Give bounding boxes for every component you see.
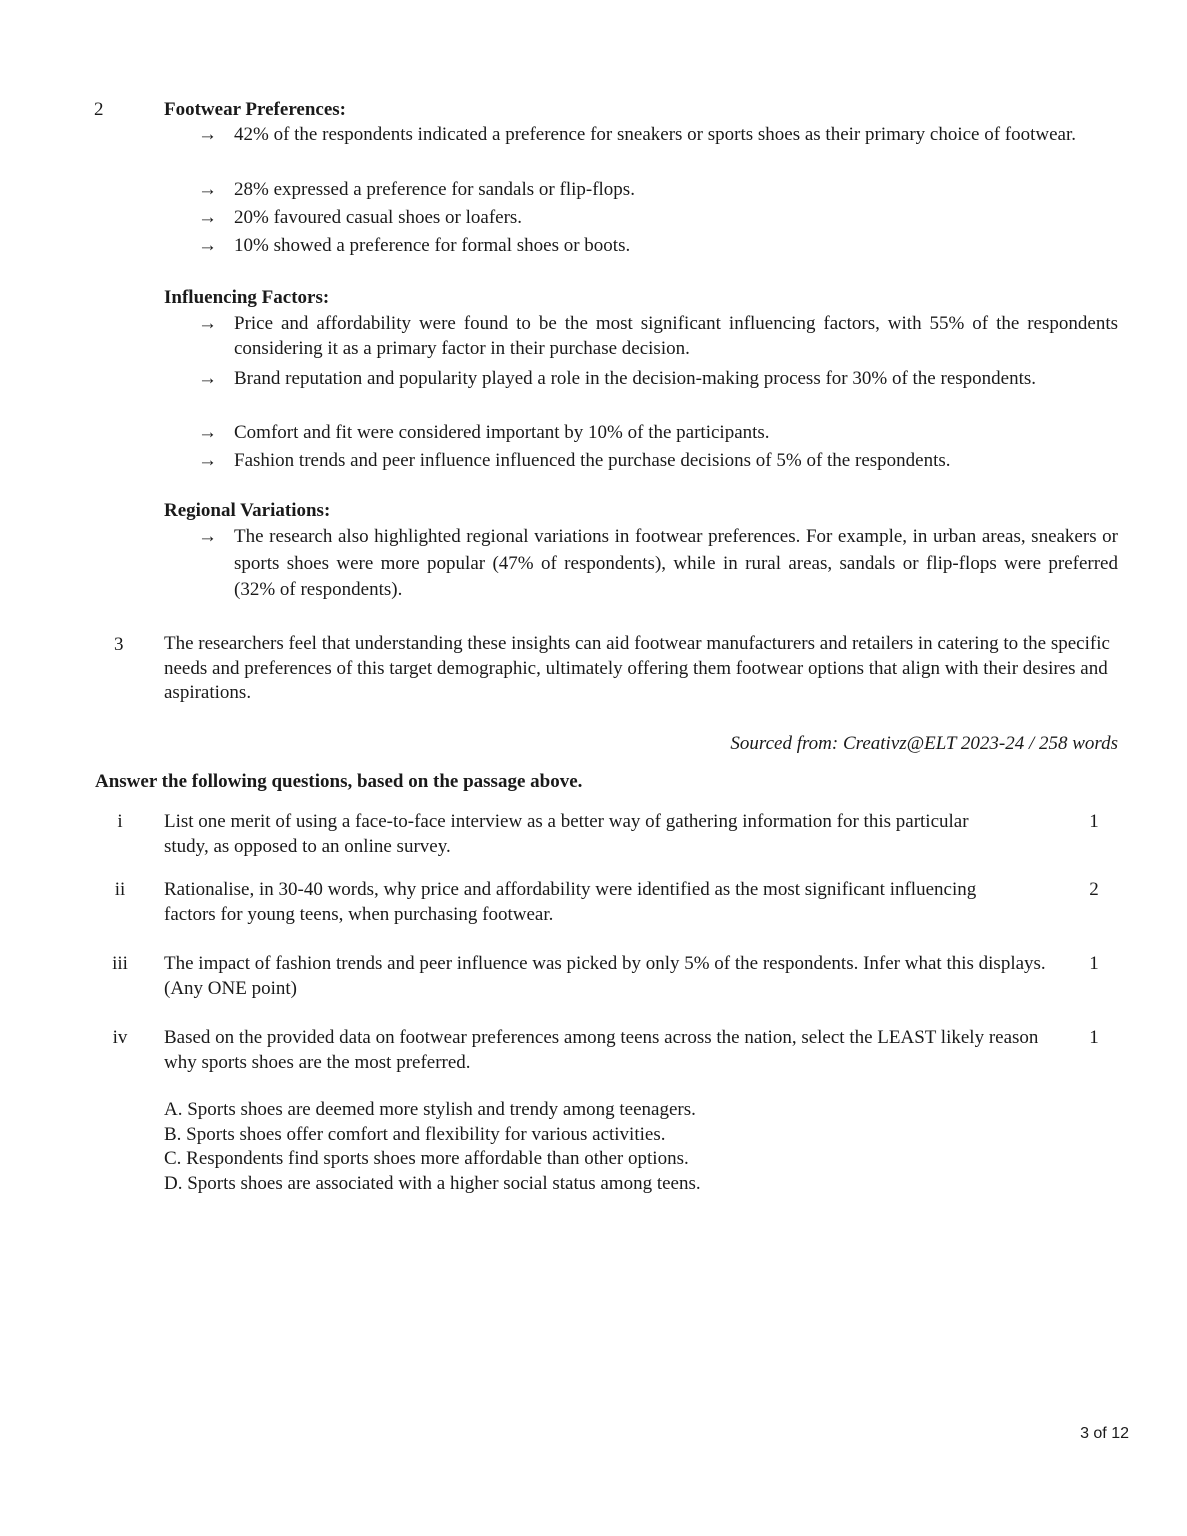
question-marks: 2 <box>1089 879 1099 900</box>
arrow-icon: → <box>198 526 217 547</box>
question-marks: 1 <box>1089 953 1099 974</box>
arrow-icon: → <box>198 207 217 228</box>
arrow-icon: → <box>198 368 217 389</box>
arrow-icon: → <box>198 124 217 145</box>
bullet-text: Brand reputation and popularity played a role in the decision-making process for 30% of the respondents. <box>234 368 1036 389</box>
question-number: iii <box>112 953 128 974</box>
bullet-text: The research also highlighted regional variations in footwear preferences. For example, in urban areas, sneakers or sports shoes were more popular (47% of respondents), while in rural areas, sandals or flip-flops were preferred (32% of respondents). <box>234 526 1118 600</box>
arrow-icon: → <box>198 179 217 200</box>
section-number: 3 <box>114 634 124 655</box>
section-number: 2 <box>94 99 104 120</box>
bullet-text: Comfort and fit were considered important by 10% of the participants. <box>234 422 770 443</box>
bullet-text: 10% showed a preference for formal shoes or boots. <box>234 235 631 256</box>
arrow-icon: → <box>198 313 217 334</box>
question-marks: 1 <box>1089 1027 1099 1048</box>
question-number: ii <box>114 879 126 900</box>
question-number: i <box>117 811 123 832</box>
influencing-factors-heading: Influencing Factors: <box>164 287 330 308</box>
question-marks: 1 <box>1089 811 1099 832</box>
option-a: A. Sports shoes are deemed more stylish and trendy among teenagers. <box>164 1099 696 1120</box>
arrow-icon: → <box>198 235 217 256</box>
option-d: D. Sports shoes are associated with a higher social status among teens. <box>164 1172 701 1194</box>
bullet-text: 20% favoured casual shoes or loafers. <box>234 207 523 228</box>
question-text: The impact of fashion trends and peer influence was picked by only 5% of the respondents. Infer what this displays. (Any ONE point) <box>164 953 1046 999</box>
question-number: iv <box>112 1027 128 1048</box>
footwear-preferences-heading: Footwear Preferences: <box>164 99 346 120</box>
bullet-text: Price and affordability were found to be the most significant influencing factors, with 55% of the respondents considering it as a primary factor in their purchase decision. <box>234 313 1118 359</box>
questions-heading: Answer the following questions, based on the passage above. <box>95 771 583 792</box>
arrow-icon: → <box>198 450 217 471</box>
bullet-text: Fashion trends and peer influence influenced the purchase decisions of 5% of the respondents. <box>234 450 951 471</box>
bullet-text: 28% expressed a preference for sandals or flip-flops. <box>234 179 635 200</box>
question-text: Rationalise, in 30-40 words, why price and affordability were identified as the most significant influencing factors for young teens, when purchasing footwear. <box>164 879 977 925</box>
source-citation: Sourced from: Creativz@ELT 2023-24 / 258 words <box>730 733 1118 754</box>
arrow-icon: → <box>198 422 217 443</box>
option-b: B. Sports shoes offer comfort and flexibility for various activities. <box>164 1123 666 1145</box>
question-text: Based on the provided data on footwear preferences among teens across the nation, select the LEAST likely reason why sports shoes are the most preferred. <box>164 1027 1039 1073</box>
bullet-text: 42% of the respondents indicated a preference for sneakers or sports shoes as their primary choice of footwear. <box>234 124 1077 145</box>
regional-variations-heading: Regional Variations: <box>164 500 331 521</box>
section-paragraph: The researchers feel that understanding these insights can aid footwear manufacturers and retailers in catering to the specific needs and preferences of this target demographic, ultimately offering them footwear options that align with their desires and aspirations. <box>164 633 1110 703</box>
question-text: List one merit of using a face-to-face interview as a better way of gathering information for this particular study, as opposed to an online survey. <box>164 811 969 857</box>
answer-options <box>164 1098 964 1196</box>
option-c: C. Respondents find sports shoes more affordable than other options. <box>164 1148 689 1169</box>
page-number: 3 of 12 <box>1080 1425 1129 1442</box>
